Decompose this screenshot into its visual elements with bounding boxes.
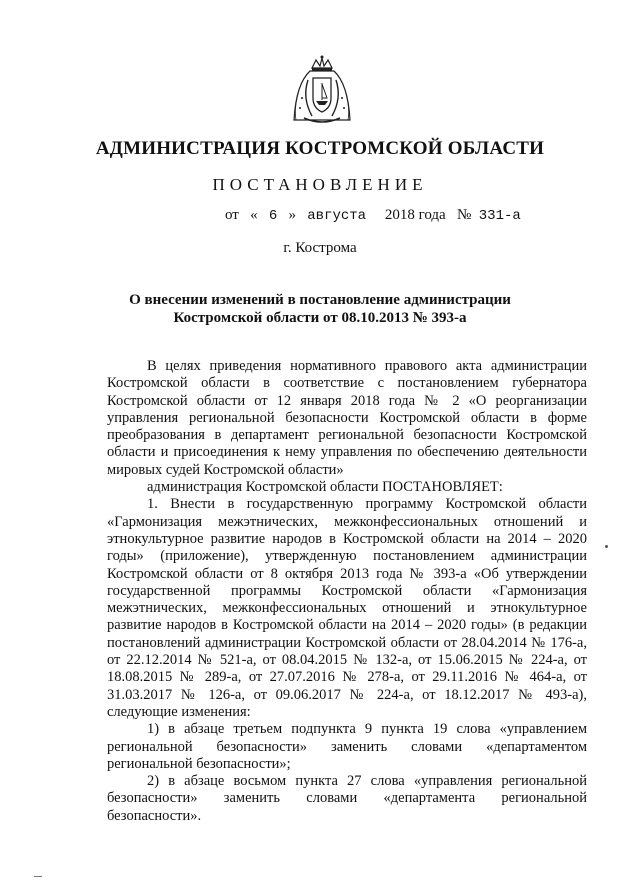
dateline [225, 207, 521, 224]
organization-title: АДМИНИСТРАЦИЯ КОСТРОМСКОЙ ОБЛАСТИ [95, 138, 545, 159]
date-quote-close: » [288, 207, 297, 223]
document-type: ПОСТАНОВЛЕНИЕ [212, 175, 428, 194]
number-sign: № [456, 207, 472, 223]
date-quote-open: « [250, 207, 258, 223]
paragraph-subitem-2: 2) в абзаце восьмом пункта 27 слова «управления региональной безопасности» заменить словами «департамента региональной безопасности». [107, 773, 587, 824]
document-number: 331-а [478, 208, 521, 224]
document-subject [90, 291, 550, 327]
city: г. Кострома [283, 240, 357, 256]
date-day: 6 [268, 208, 278, 224]
document-body [107, 358, 587, 825]
date-month: августа [307, 208, 367, 224]
paragraph-item-1: 1. Внести в государственную программу Костромской области «Гармонизация межэтнических, межконфессиональных отношений и этнокультурное развитие народов в Костромской области на 2014 – 2020 годы» (приложение), утвержденную постановлением администрации Костромской области от 8 октября 2013 года № 393-а «Об утверждении государственной программы Костромской области «Гармонизация межэтнических, межконфессиональных отношений и этнокультурное развитие народов в Костромской области на 2014 – 2020 годы» (в редакции постановлений администрации Костромской области от 28.04.2014 № 176-а, от 22.12.2014 № 521-а, от 08.04.2015 № 132-а, от 15.06.2015 № 224-а, от 18.08.2015 № 289-а, от 27.07.2016 № 278-а, от 29.11.2016 № 464-а, от 31.03.2017 № 126-а, от 09.06.2017 № 224-а, от 18.12.2017 № 493-а), следующие изменения: [107, 496, 587, 720]
subject-line: О внесении изменений в постановление администрации [129, 292, 511, 308]
paragraph-preamble: В целях приведения нормативного правового акта администрации Костромской области в соответствие с постановлением губернатора Костромской области от 12 января 2018 года № 2 «О реорганизации управления региональной безопасности Костромской области в форме преобразования в департамент региональной безопасности Костромской области и присоединения к нему управления по обеспечению деятельности мировых судей Костромской области» [107, 358, 587, 478]
paragraph-resolves: администрация Костромской области ПОСТАНОВЛЯЕТ: [147, 479, 503, 496]
subject-line: Костромской области от 08.10.2013 № 393-а [173, 310, 467, 326]
paragraph-subitem-1: 1) в абзаце третьем подпункта 9 пункта 19 слова «управлением региональной безопасности» заменить словами «департаментом региональной безопасности»; [107, 721, 587, 772]
scan-artifact [34, 876, 42, 877]
coat-of-arms-icon [290, 54, 354, 128]
date-prefix: от [225, 207, 239, 223]
date-year: 2018 года [384, 207, 446, 223]
scan-artifact [605, 545, 608, 548]
